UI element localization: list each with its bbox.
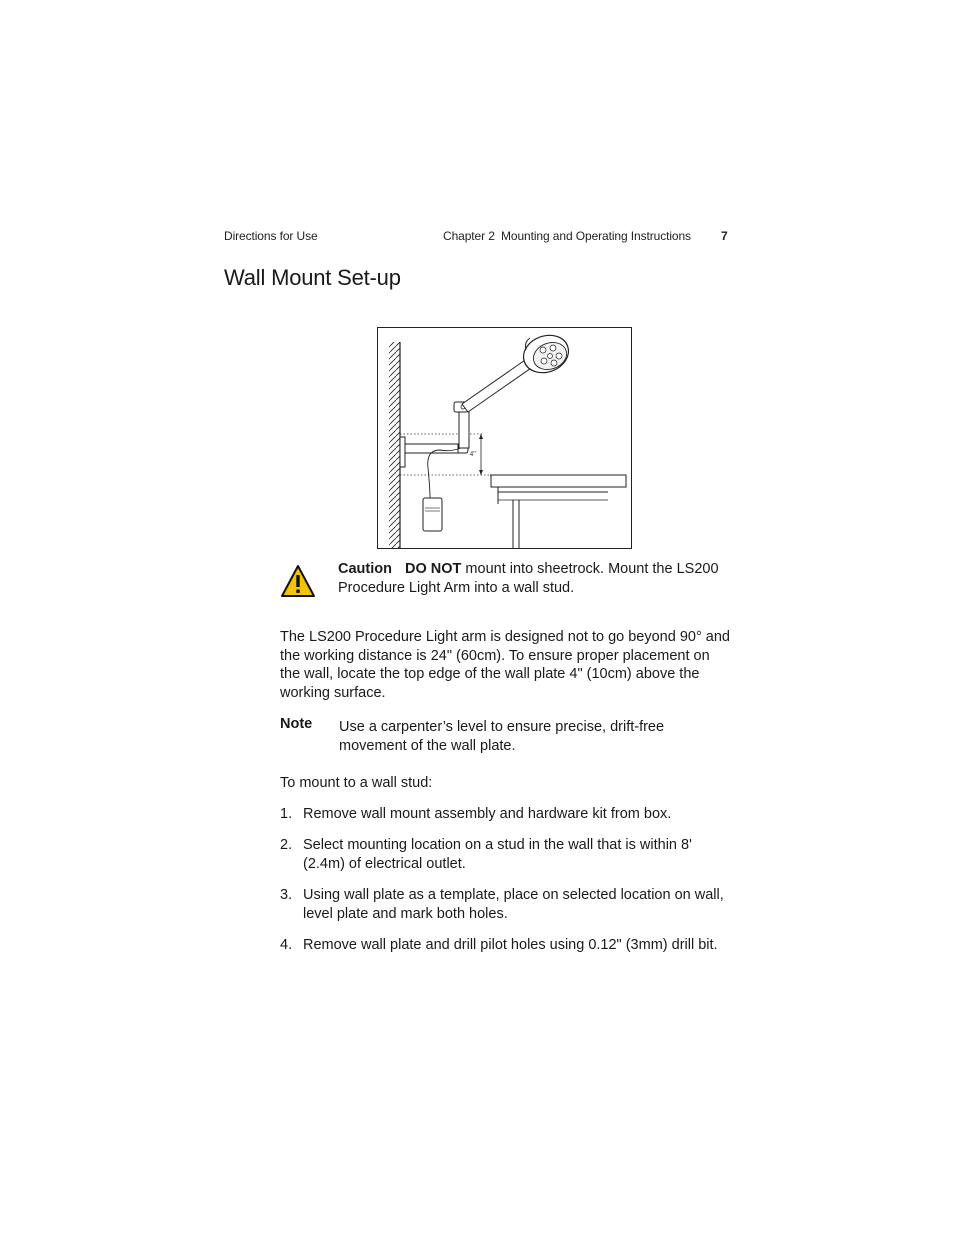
warning-triangle-icon — [280, 564, 316, 598]
page-title: Wall Mount Set-up — [224, 265, 401, 290]
header-chapter-title: Mounting and Operating Instructions — [501, 229, 691, 243]
step-number: 4. — [280, 936, 293, 953]
table-top — [491, 475, 626, 487]
header-chapter: Chapter 2 — [443, 229, 495, 243]
dimension-label: 4" — [469, 450, 476, 458]
wall-mount-illustration — [377, 327, 632, 549]
list-item — [280, 936, 732, 955]
body-paragraph: The LS200 Procedure Light arm is designed not to go beyond 90° and the working distance is 24" (60cm). To ensure proper placement on the wall, locate the top edge of the wall plate 4" (10cm) above the working surface. — [280, 629, 730, 701]
list-item — [280, 805, 732, 824]
note-text: Use a carpenter’s level to ensure precise, drift-free movement of the wall plate. — [339, 719, 665, 754]
step-text: Remove wall mount assembly and hardware kit from box. — [303, 806, 672, 822]
note-label: Note — [280, 716, 313, 732]
caution-emphasis: DO NOT — [405, 561, 462, 577]
steps-intro: To mount to a wall stud: — [280, 775, 433, 791]
step-number: 3. — [280, 886, 293, 903]
step-text: Select mounting location on a stud in the wall that is within 8' (2.4m) of electrical outlet. — [303, 837, 692, 872]
page-number: 7 — [721, 229, 728, 243]
power-supply-box — [423, 498, 442, 531]
wall-plate — [400, 437, 405, 467]
caution-label: Caution — [338, 561, 392, 577]
list-item — [280, 836, 732, 873]
step-number: 2. — [280, 837, 293, 854]
step-number: 1. — [280, 806, 293, 822]
list-item — [280, 886, 732, 923]
header-doc-title: Directions for Use — [224, 229, 318, 243]
caution-block — [280, 560, 730, 604]
caution-text — [338, 560, 728, 598]
caution-message: mount into sheetrock. Mount the LS200 Procedure Light Arm into a wall stud. — [338, 561, 719, 596]
wall-hatch — [389, 342, 400, 548]
step-text: Using wall plate as a template, place on selected location on wall, level plate and mark both holes. — [303, 886, 724, 922]
steps-list — [280, 805, 732, 967]
step-text: Remove wall plate and drill pilot holes using 0.12" (3mm) drill bit. — [303, 936, 718, 953]
